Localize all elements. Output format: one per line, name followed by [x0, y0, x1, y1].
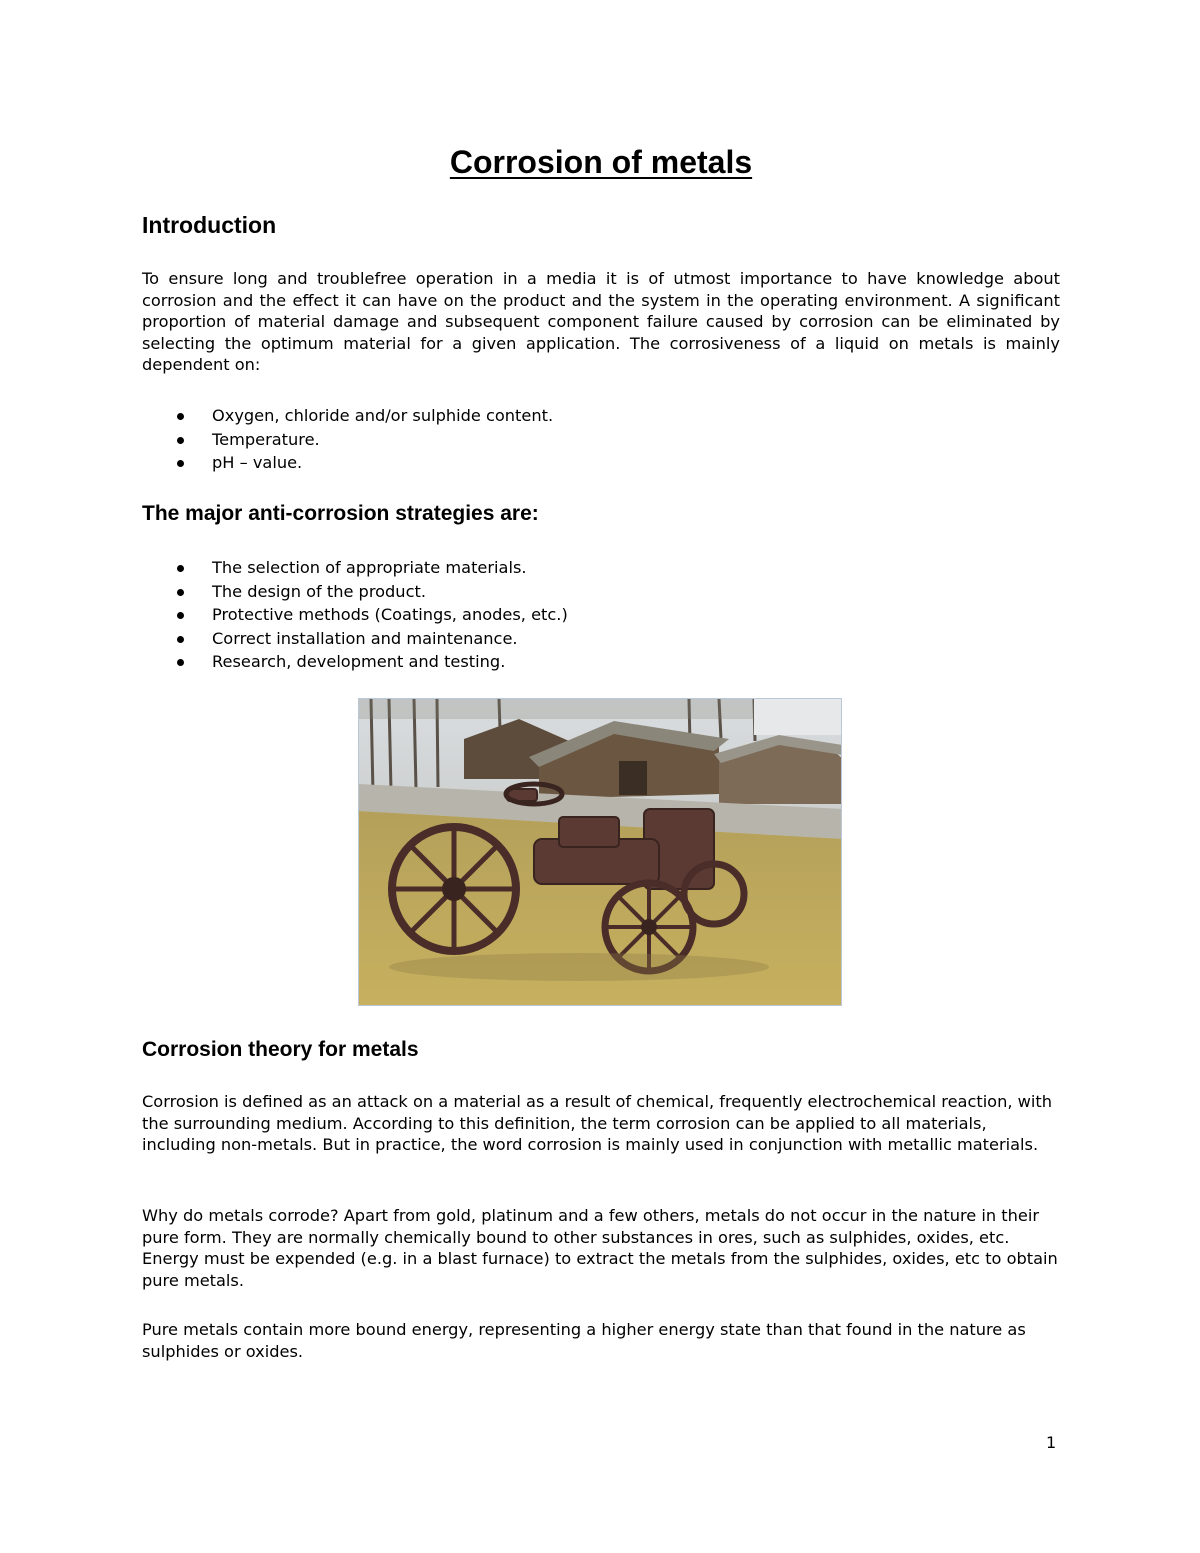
introduction-heading: Introduction: [142, 212, 277, 238]
theory-paragraph-3: Pure metals contain more bound energy, representing a higher energy state than that found in the nature as sulphides or oxides.: [142, 1320, 1026, 1361]
list-item: pH – value.: [142, 451, 1060, 475]
bullet-icon: [177, 460, 184, 467]
introduction-paragraph: To ensure long and troublefree operation in a media it is of utmost importance to have knowledge about corrosion and the effect it can have on the product and the system in the operating environment. A significant proportion of material damage and subsequent component failure caused by corrosion can be eliminated by selecting the optimum material for a given application. The corrosiveness of a liquid on metals is mainly dependent on:: [142, 269, 1060, 375]
bullet-icon: [177, 659, 184, 666]
list-item: Protective methods (Coatings, anodes, etc.): [142, 603, 1060, 627]
list-item: Correct installation and maintenance.: [142, 627, 1060, 651]
bullet-icon: [177, 565, 184, 572]
bullet-icon: [177, 413, 184, 420]
list-item: Temperature.: [142, 428, 1060, 452]
bullet-icon: [177, 612, 184, 619]
list-item: Oxygen, chloride and/or sulphide content.: [142, 404, 1060, 428]
strategies-heading: The major anti-corrosion strategies are:: [142, 502, 539, 525]
list-item: The design of the product.: [142, 580, 1060, 604]
list-item: Research, development and testing.: [142, 650, 1060, 674]
rusty-tractor-photo: [358, 698, 842, 1006]
theory-paragraph-2: Why do metals corrode? Apart from gold, platinum and a few others, metals do not occur in the nature in their pure form. They are normally chemically bound to other substances in ores, such as sulphides, oxides, etc. Energy must be expended (e.g. in a blast furnace) to extract the metals from the sulphides, oxides, etc to obtain pure metals.: [142, 1206, 1058, 1290]
theory-paragraph-1: Corrosion is defined as an attack on a material as a result of chemical, frequently electrochemical reaction, with the surrounding medium. According to this definition, the term corrosion can be applied to all materials, including non-metals. But in practice, the word corrosion is mainly used in conjunction with metallic materials.: [142, 1092, 1052, 1155]
bullet-icon: [177, 589, 184, 596]
bullet-icon: [177, 437, 184, 444]
list-item: The selection of appropriate materials.: [142, 556, 1060, 580]
document-title: Corrosion of metals: [449, 144, 753, 180]
bullet-icon: [177, 636, 184, 643]
theory-heading: Corrosion theory for metals: [142, 1038, 419, 1061]
page-number: 1: [1046, 1433, 1057, 1452]
strategies-list: [142, 556, 1060, 674]
corrosiveness-factors-list: [142, 404, 1060, 475]
